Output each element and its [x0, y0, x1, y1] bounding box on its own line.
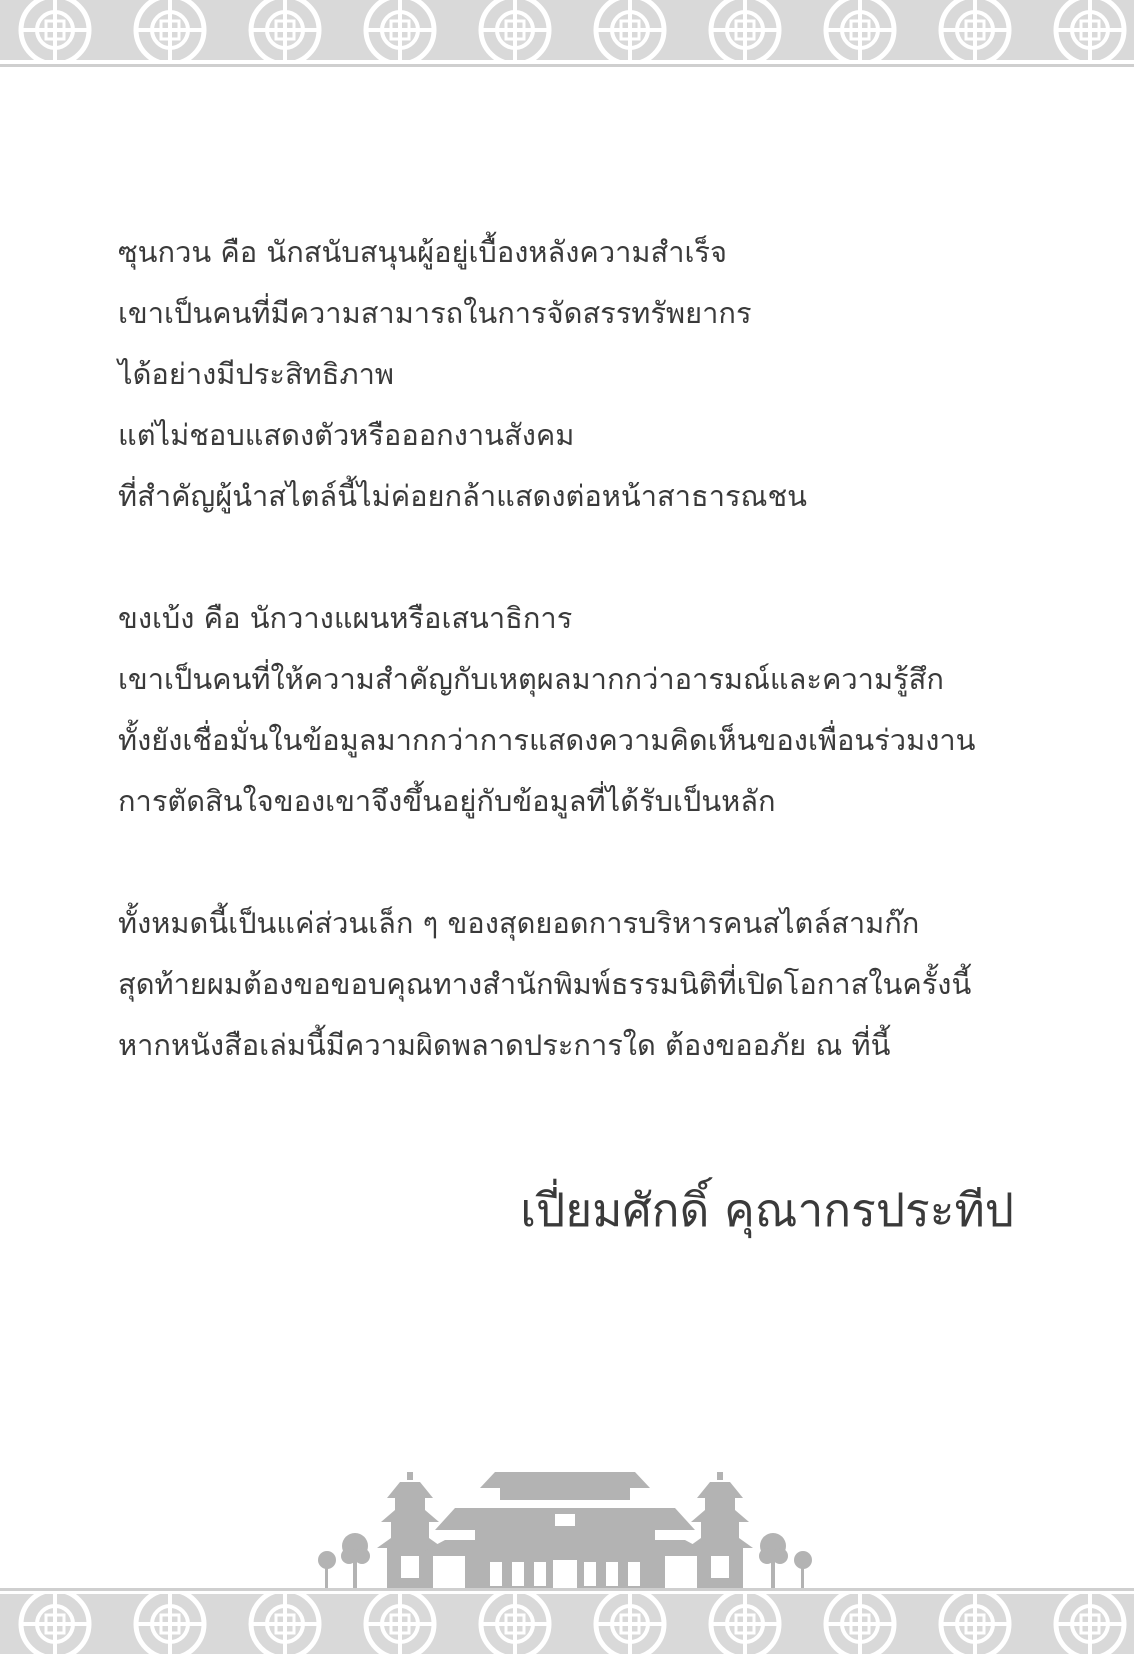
paragraph-2 — [118, 588, 1018, 832]
text-line: สุดท้ายผมต้องขอขอบคุณทางสำนักพิมพ์ธรรมนิติที่เปิดโอกาสในครั้งนี้ — [118, 967, 972, 1001]
text-line: ทั้งยังเชื่อมั่นในข้อมูลมากกว่าการแสดงความคิดเห็นของเพื่อนร่วมงาน — [118, 723, 976, 757]
bottom-border-rule — [0, 1588, 1134, 1591]
chinese-temple-icon — [315, 1460, 815, 1592]
text-line: เขาเป็นคนที่มีความสามารถในการจัดสรรทรัพยากร — [118, 296, 752, 330]
text-line: หากหนังสือเล่มนี้มีความผิดพลาดประการใด ต้องขออภัย ณ ที่นี้ — [118, 1028, 891, 1062]
text-line: การตัดสินใจของเขาจึงขึ้นอยู่กับข้อมูลที่ได้รับเป็นหลัก — [118, 784, 776, 818]
text-line: ทั้งหมดนี้เป็นแค่ส่วนเล็ก ๆ ของสุดยอดการบริหารคนสไตล์สามก๊ก — [118, 906, 920, 940]
text-line: แต่ไม่ชอบแสดงตัวหรือออกงานสังคม — [118, 418, 575, 452]
author-signature: เปี่ยมศักดิ์ คุณากรประทีป — [520, 1183, 1014, 1237]
text-line: ได้อย่างมีประสิทธิภาพ — [118, 357, 394, 391]
top-border — [0, 0, 1134, 60]
text-line: ขงเบ้ง คือ นักวางแผนหรือเสนาธิการ — [118, 601, 573, 635]
chinese-lattice-border-icon — [0, 0, 1134, 60]
paragraph-3 — [118, 893, 1018, 1076]
bottom-border — [0, 1594, 1134, 1654]
paragraph-1 — [118, 222, 1018, 527]
text-line: เขาเป็นคนที่ให้ความสำคัญกับเหตุผลมากกว่าอารมณ์และความรู้สึก — [118, 662, 944, 696]
text-line: ที่สำคัญผู้นำสไตล์นี้ไม่ค่อยกล้าแสดงต่อหน้าสาธารณชน — [118, 479, 807, 513]
text-line: ซุนกวน คือ นักสนับสนุนผู้อยู่เบื้องหลังความสำเร็จ — [118, 235, 727, 269]
top-border-rule — [0, 64, 1134, 67]
chinese-lattice-border-icon — [0, 1594, 1134, 1654]
